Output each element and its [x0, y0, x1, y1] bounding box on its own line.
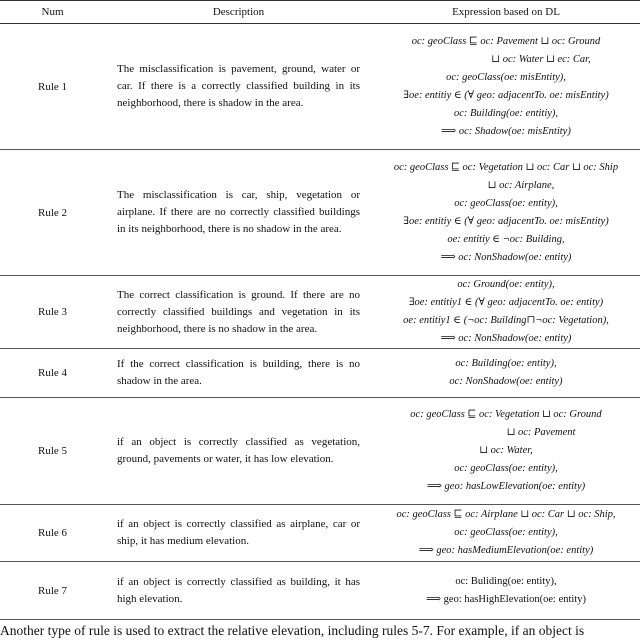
- rule-description: if an object is correctly classified as airplane, car or ship, it has medium elevation.: [105, 505, 372, 562]
- body-paragraph: Another type of rule is used to extract the relative elevation, including rules 5-7. For example, if an object is: [0, 623, 585, 638]
- expr-line: ⟹ oc: Shadow(oe: misEntity): [441, 125, 571, 137]
- header-description: Description: [105, 1, 372, 24]
- expr-line: ∃oe: entitiy ∈ (∀ geo: adjacentTo. oe: misEntity): [403, 89, 609, 101]
- rule-num: Rule 2: [0, 150, 105, 276]
- expr-line: oc: geoClass ⊑ oc: Pavement ⊔ oc: Ground: [411, 35, 601, 47]
- expr-line: ⟹ geo: hasHighElevation(oe: entity): [426, 593, 586, 605]
- expr-line: oc: geoClass(oe: entity),: [454, 527, 558, 538]
- rule-num: Rule 6: [0, 505, 105, 562]
- expr-line: ⟹ geo: hasLowElevation(oe: entity): [426, 481, 586, 492]
- expr-line: ⊔ oc: Water,: [479, 445, 533, 456]
- table-row: [0, 276, 640, 349]
- rule-description: The misclassification is car, ship, vegetation or airplane. If there are no correctly classified buildings in its neighborhood, there is no shadow in the area.: [105, 150, 372, 276]
- expr-line: ⊔ oc: Water ⊔ ec: Car,: [491, 53, 591, 65]
- rule-num: Rule 1: [0, 24, 105, 150]
- rule-num: Rule 7: [0, 562, 105, 620]
- expr-line: oc: geoClass(oe: misEntity),: [446, 71, 566, 83]
- rule-num: Rule 5: [0, 398, 105, 505]
- expr-line: ⊔ oc: Airplane,: [487, 179, 555, 191]
- table-row: [0, 398, 640, 505]
- expr-line: oc: Building(oe: entitiy),: [453, 107, 559, 119]
- table-row: [0, 150, 640, 276]
- rule-description: The misclassification is pavement, ground, water or car. If there is a correctly classified building in its neighborhood, there is shadow in the area.: [105, 24, 372, 150]
- expr-line: oe: entitiy ∈ ¬oc: Building,: [447, 233, 565, 245]
- expr-line: ⟹ oc: NonShadow(oe: entity): [440, 333, 572, 344]
- rule-num: Rule 3: [0, 276, 105, 349]
- expr-line: ⟹ oc: NonShadow(oe: entity): [440, 251, 572, 263]
- expr-line: ⊔ oc: Pavement: [506, 427, 576, 438]
- rule-num: Rule 4: [0, 349, 105, 398]
- rule-expression: [372, 398, 640, 505]
- expr-line: oc: Building(oe: entity),: [455, 358, 557, 369]
- header-num: Num: [0, 1, 105, 24]
- expr-line: oc: Ground(oe: entity),: [457, 279, 555, 290]
- expr-line: ⟹ geo: hasMediumElevation(oe: entity): [418, 545, 594, 556]
- expr-line: ∃oe: entitiy1 ∈ (∀ geo: adjacentTo. oe: entity): [408, 297, 604, 308]
- rule-expression: [372, 276, 640, 349]
- rule-description: If the correct classification is building, there is no shadow in the area.: [105, 349, 372, 398]
- rule-expression: [372, 150, 640, 276]
- rule-description: if an object is correctly classified as building, it has high elevation.: [105, 562, 372, 620]
- expr-line: oe: entitiy1 ∈ (¬oc: Building⊓¬oc: Vegetation),: [403, 315, 609, 326]
- rule-description: if an object is correctly classified as vegetation, ground, pavements or water, it has low elevation.: [105, 398, 372, 505]
- expr-line: oc: NonShadow(oe: entity): [449, 376, 563, 387]
- expr-line: oc: geoClass ⊑ oc: Vegetation ⊔ oc: Car ⊔ oc: Ship: [393, 161, 619, 173]
- expr-line: oc: geoClass ⊑ oc: Vegetation ⊔ oc: Ground: [410, 409, 602, 420]
- rule-expression: [372, 349, 640, 398]
- rule-expression: [372, 562, 640, 620]
- table-row: [0, 562, 640, 620]
- expr-line: oc: geoClass(oe: entity),: [454, 197, 558, 209]
- rule-description: The correct classification is ground. If there are no correctly classified buildings and vegetation in its neighborhood, there is no shadow in the area.: [105, 276, 372, 349]
- header-expression: Expression based on DL: [372, 1, 640, 24]
- rule-expression: [372, 505, 640, 562]
- expr-line: oc: geoClass(oe: entity),: [454, 463, 558, 474]
- table-row: [0, 24, 640, 150]
- expr-line: oc: Buliding(oe: entity),: [455, 575, 557, 587]
- table-row: [0, 349, 640, 398]
- table-row: [0, 505, 640, 562]
- expr-line: oc: geoClass ⊑ oc: Airplane ⊔ oc: Car ⊔ oc: Ship,: [396, 509, 616, 520]
- expr-line: ∃oe: entitiy ∈ (∀ geo: adjacentTo. oe: misEntity): [403, 215, 609, 227]
- rule-expression: [372, 24, 640, 150]
